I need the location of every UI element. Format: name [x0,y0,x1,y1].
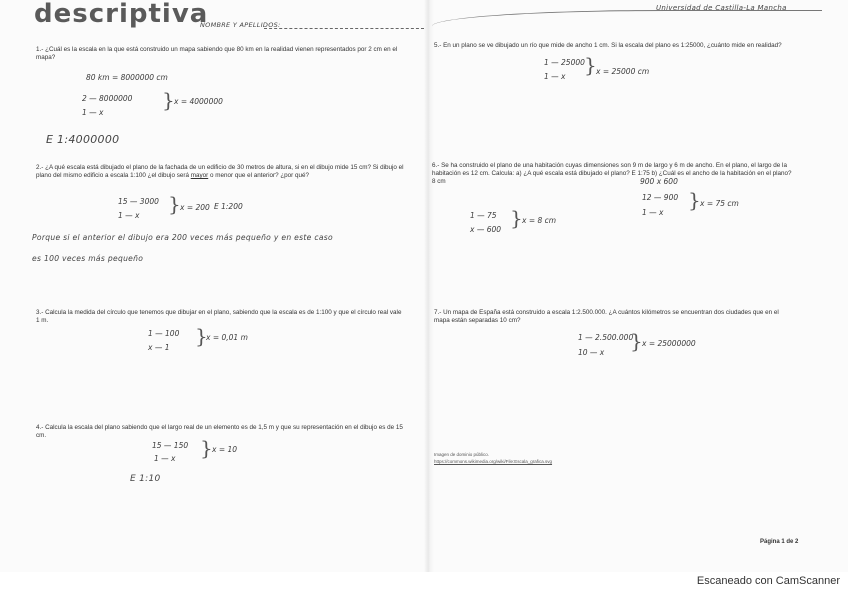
q2-work-line-1: 15 — 3000 [118,197,159,206]
q4-result: x = 10 [212,445,238,454]
q2-text-underlined: mayor [190,171,209,179]
page-title: descriptiva [34,0,209,29]
q5-work-line-1: 1 — 25000 [544,58,585,67]
q4-brace: } [200,436,213,460]
q2-brace: } [168,192,181,216]
name-label: NOMBRE Y APELLIDOS: [200,21,281,29]
q3-work-line-2: x — 1 [148,343,170,352]
scanner-watermark: Escaneado con CamScanner [696,575,840,587]
q6b-brace: } [510,206,523,230]
q5-work-line-2: 1 — x [544,72,566,81]
name-line [264,28,424,29]
q2-reason-line-2: es 100 veces más pequeño [32,254,144,263]
question-5-text: 5.- En un plano se ve dibujado un río que mide de ancho 1 cm. Si la escala del plano es 1:25000, ¿cuánto mide en realidad? [434,42,782,49]
q2-work-line-2: 1 — x [118,211,140,220]
q7-brace: } [630,329,643,353]
q3-work-line-1: 1 — 100 [148,329,180,338]
q2-text-b: o menor que el anterior? ¿por qué? [209,171,310,179]
q7-work-line-1: 1 — 2.500.000 [578,333,634,342]
question-4-text: 4.- Calcula la escala del plano sabiendo que el largo real de un elemento es de 1,5 m y que su representación en el dibujo es de 15 cm. [36,424,403,439]
q1-result: x = 4000000 [174,97,223,106]
credit-link[interactable]: https://commons.wikimedia.org/wiki/File:Escala_grafica.svg [434,459,553,464]
q4-answer: E 1:10 [130,474,161,484]
q2-result: x = 200 [180,203,210,212]
question-6-text: 6.- Se ha construido el plano de una habitación cuyas dimensiones son 9 m de largo y 6 m de ancho. En el plano, el largo de la habitación es 12 cm. Calcula: a) ¿A qué escala está dibujado el plano? E 1:75 b) ¿Cuál es el ancho de la habitación en el plano? 8 cm [432,162,792,185]
institution-name: Universidad de Castilla-La Mancha [656,4,787,12]
q7-result: x = 25000000 [642,339,696,348]
q7-work-line-2: 10 — x [578,348,605,357]
q6b-work-line-1: 1 — 75 [470,211,497,220]
q6a-result: x = 75 cm [700,199,739,208]
q6a-brace: } [688,188,701,212]
question-2-text [36,164,406,180]
q2-answer: E 1:200 [214,202,243,211]
q2-text-a: 2.- ¿A qué escala está dibujado el plano de la fachada de un edificio de 30 metros de altura, si en el dibujo mide 15 cm? Si dibujo el plano del mismo edificio a escala 1:100 ¿el dibujo será [36,164,404,179]
question-3-text: 3.- Calcula la medida del círculo que tenemos que dibujar en el plano, sabiendo que la escala es de 1:100 y que el círculo real vale 1 m. [36,309,402,324]
q3-brace: } [195,324,208,348]
q1-answer: E 1:4000000 [46,133,120,146]
q1-work-line-2: 2 — 8000000 [82,94,133,103]
q6a-work-line-1: 12 — 900 [642,193,679,202]
question-7-text: 7.- Un mapa de España está construido a escala 1:2.500.000. ¿A cuántos kilómetros se encuentran dos ciudades que en el mapa están separadas 10 cm? [434,309,779,324]
credit-line-1: Imagen de dominio público. [434,452,490,457]
q6b-result: x = 8 cm [522,216,557,225]
q5-brace: } [584,53,597,77]
question-1-text: 1.- ¿Cuál es la escala en la que está construido un mapa sabiendo que 80 km en la realidad vienen representados por 2 cm en el mapa? [36,46,398,61]
q1-work-line-1: 80 km = 8000000 cm [86,73,168,82]
q4-work-line-1: 15 — 150 [152,441,189,450]
q2-reason-line-1: Porque si el anterior el dibujo era 200 veces más pequeño y en este caso [32,233,333,242]
header-rule [432,10,822,37]
q6a-work-line-2: 1 — x [642,208,664,217]
q5-result: x = 25000 cm [596,67,650,76]
q4-work-line-2: 1 — x [154,454,176,463]
q3-result: x = 0,01 m [206,333,248,342]
q1-brace: } [162,88,175,112]
q1-work-line-3: 1 — x [82,108,104,117]
page-fold [424,0,434,572]
q6-dimensions: 900 x 600 [640,177,678,186]
page-number: Página 1 de 2 [760,539,799,545]
q6b-work-line-2: x — 600 [470,225,502,234]
